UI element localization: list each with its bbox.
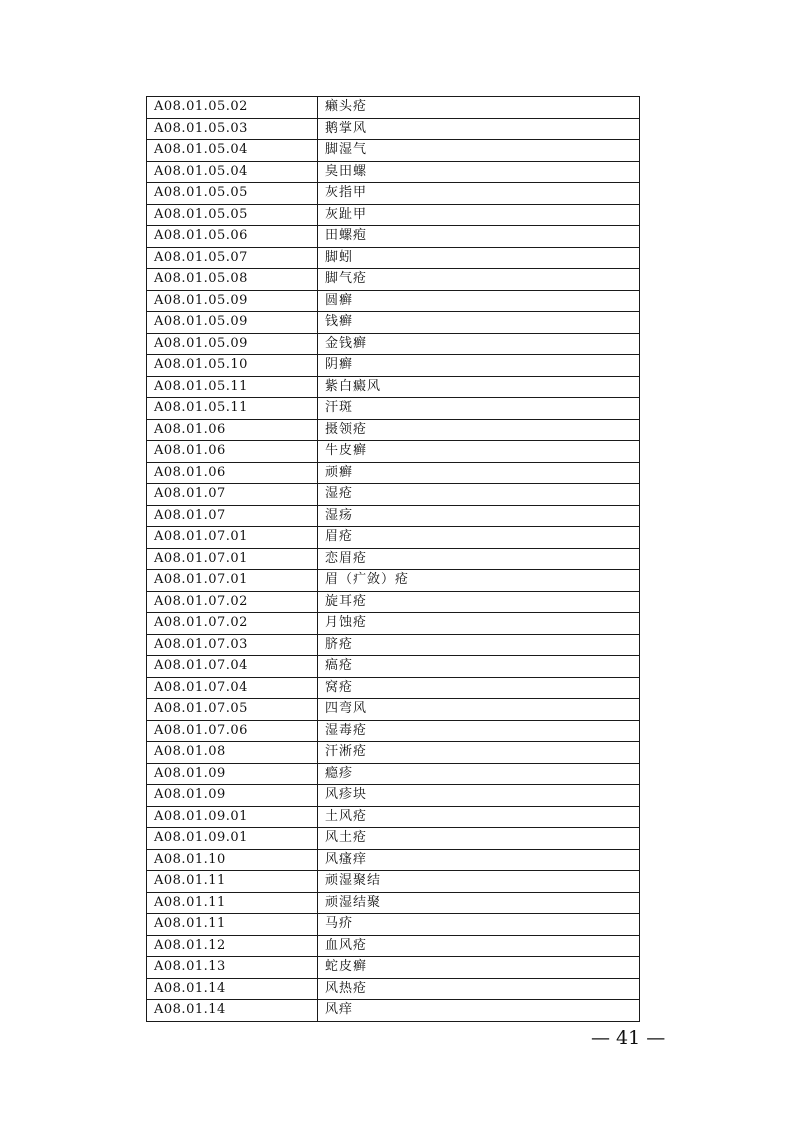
table-row — [147, 742, 640, 764]
table-row — [147, 484, 640, 506]
term-cell: 眉疮 — [318, 527, 640, 549]
term-cell: 灰指甲 — [318, 183, 640, 205]
table-row — [147, 656, 640, 678]
code-cell: A08.01.14 — [147, 978, 318, 1000]
code-cell: A08.01.09.01 — [147, 806, 318, 828]
table-row — [147, 763, 640, 785]
term-cell: 蛇皮癣 — [318, 957, 640, 979]
table-row — [147, 548, 640, 570]
table-row — [147, 462, 640, 484]
term-cell: 臭田螺 — [318, 161, 640, 183]
table-row — [147, 269, 640, 291]
table-row — [147, 527, 640, 549]
code-cell: A08.01.05.05 — [147, 204, 318, 226]
table-row — [147, 591, 640, 613]
term-cell: 阴癣 — [318, 355, 640, 377]
code-cell: A08.01.07 — [147, 484, 318, 506]
term-cell: 钱癣 — [318, 312, 640, 334]
table-row — [147, 677, 640, 699]
page-number: — 41 — — [591, 1027, 666, 1049]
code-cell: A08.01.05.10 — [147, 355, 318, 377]
table-row — [147, 419, 640, 441]
table-row — [147, 871, 640, 893]
table-row — [147, 290, 640, 312]
term-cell: 土风疮 — [318, 806, 640, 828]
term-cell: 田螺疱 — [318, 226, 640, 248]
table-row — [147, 398, 640, 420]
code-cell: A08.01.05.04 — [147, 140, 318, 162]
table-row — [147, 785, 640, 807]
term-cell: 汗淅疮 — [318, 742, 640, 764]
term-cell: 摄领疮 — [318, 419, 640, 441]
term-cell: 瘑疮 — [318, 656, 640, 678]
table-row — [147, 333, 640, 355]
term-cell: 脚湿气 — [318, 140, 640, 162]
code-cell: A08.01.09 — [147, 763, 318, 785]
code-table — [146, 96, 640, 1022]
code-cell: A08.01.06 — [147, 441, 318, 463]
term-cell: 眉（疒敛）疮 — [318, 570, 640, 592]
code-cell: A08.01.05.09 — [147, 312, 318, 334]
table-row — [147, 226, 640, 248]
term-cell: 恋眉疮 — [318, 548, 640, 570]
table-row — [147, 978, 640, 1000]
table-row — [147, 806, 640, 828]
term-cell: 血风疮 — [318, 935, 640, 957]
table-row — [147, 161, 640, 183]
table-row — [147, 441, 640, 463]
term-cell: 脚蚓 — [318, 247, 640, 269]
table-row — [147, 376, 640, 398]
code-cell: A08.01.05.07 — [147, 247, 318, 269]
table-row — [147, 613, 640, 635]
term-cell: 四弯风 — [318, 699, 640, 721]
code-cell: A08.01.11 — [147, 892, 318, 914]
code-cell: A08.01.05.05 — [147, 183, 318, 205]
code-cell: A08.01.07.04 — [147, 656, 318, 678]
table-row — [147, 118, 640, 140]
term-cell: 脐疮 — [318, 634, 640, 656]
table-row — [147, 892, 640, 914]
code-cell: A08.01.07.04 — [147, 677, 318, 699]
term-cell: 风瘙痒 — [318, 849, 640, 871]
code-cell: A08.01.09 — [147, 785, 318, 807]
term-cell: 灰趾甲 — [318, 204, 640, 226]
term-cell: 马疥 — [318, 914, 640, 936]
code-cell: A08.01.07.06 — [147, 720, 318, 742]
table-row — [147, 183, 640, 205]
table-row — [147, 247, 640, 269]
code-cell: A08.01.05.11 — [147, 376, 318, 398]
code-cell: A08.01.05.06 — [147, 226, 318, 248]
term-cell: 脚气疮 — [318, 269, 640, 291]
table-row — [147, 828, 640, 850]
code-cell: A08.01.07.02 — [147, 591, 318, 613]
table-row — [147, 140, 640, 162]
code-cell: A08.01.05.09 — [147, 290, 318, 312]
code-cell: A08.01.07.01 — [147, 527, 318, 549]
table-row — [147, 957, 640, 979]
term-cell: 湿毒疮 — [318, 720, 640, 742]
code-cell: A08.01.05.11 — [147, 398, 318, 420]
code-cell: A08.01.05.09 — [147, 333, 318, 355]
table-row — [147, 720, 640, 742]
term-cell: 风土疮 — [318, 828, 640, 850]
table-body — [147, 97, 640, 1022]
code-cell: A08.01.13 — [147, 957, 318, 979]
code-cell: A08.01.14 — [147, 1000, 318, 1022]
code-cell: A08.01.11 — [147, 914, 318, 936]
code-cell: A08.01.07.02 — [147, 613, 318, 635]
term-cell: 顽湿聚结 — [318, 871, 640, 893]
term-cell: 金钱癣 — [318, 333, 640, 355]
term-cell: 风热疮 — [318, 978, 640, 1000]
term-cell: 顽癣 — [318, 462, 640, 484]
code-cell: A08.01.05.03 — [147, 118, 318, 140]
code-cell: A08.01.08 — [147, 742, 318, 764]
table-row — [147, 935, 640, 957]
term-cell: 湿疮 — [318, 484, 640, 506]
code-cell: A08.01.07.03 — [147, 634, 318, 656]
term-cell: 风痒 — [318, 1000, 640, 1022]
term-cell: 瘾疹 — [318, 763, 640, 785]
table-row — [147, 914, 640, 936]
term-cell: 风疹块 — [318, 785, 640, 807]
table-row — [147, 204, 640, 226]
term-cell: 牛皮癣 — [318, 441, 640, 463]
code-cell: A08.01.05.08 — [147, 269, 318, 291]
code-cell: A08.01.06 — [147, 462, 318, 484]
term-cell: 紫白癜风 — [318, 376, 640, 398]
code-cell: A08.01.11 — [147, 871, 318, 893]
term-cell: 汗斑 — [318, 398, 640, 420]
table-row — [147, 505, 640, 527]
table-row — [147, 849, 640, 871]
term-cell: 月蚀疮 — [318, 613, 640, 635]
code-cell: A08.01.10 — [147, 849, 318, 871]
term-cell: 窝疮 — [318, 677, 640, 699]
table-row — [147, 355, 640, 377]
code-cell: A08.01.05.04 — [147, 161, 318, 183]
term-cell: 湿疡 — [318, 505, 640, 527]
term-cell: 顽湿结聚 — [318, 892, 640, 914]
table-row — [147, 312, 640, 334]
code-cell: A08.01.05.02 — [147, 97, 318, 119]
table-row — [147, 699, 640, 721]
code-cell: A08.01.06 — [147, 419, 318, 441]
code-cell: A08.01.07 — [147, 505, 318, 527]
table-row — [147, 634, 640, 656]
term-cell: 鹅掌风 — [318, 118, 640, 140]
code-cell: A08.01.07.01 — [147, 570, 318, 592]
code-cell: A08.01.07.01 — [147, 548, 318, 570]
term-cell: 癞头疮 — [318, 97, 640, 119]
code-cell: A08.01.09.01 — [147, 828, 318, 850]
table-row — [147, 570, 640, 592]
term-cell: 圆癣 — [318, 290, 640, 312]
code-cell: A08.01.12 — [147, 935, 318, 957]
table-row — [147, 97, 640, 119]
code-cell: A08.01.07.05 — [147, 699, 318, 721]
term-cell: 旋耳疮 — [318, 591, 640, 613]
table-row — [147, 1000, 640, 1022]
